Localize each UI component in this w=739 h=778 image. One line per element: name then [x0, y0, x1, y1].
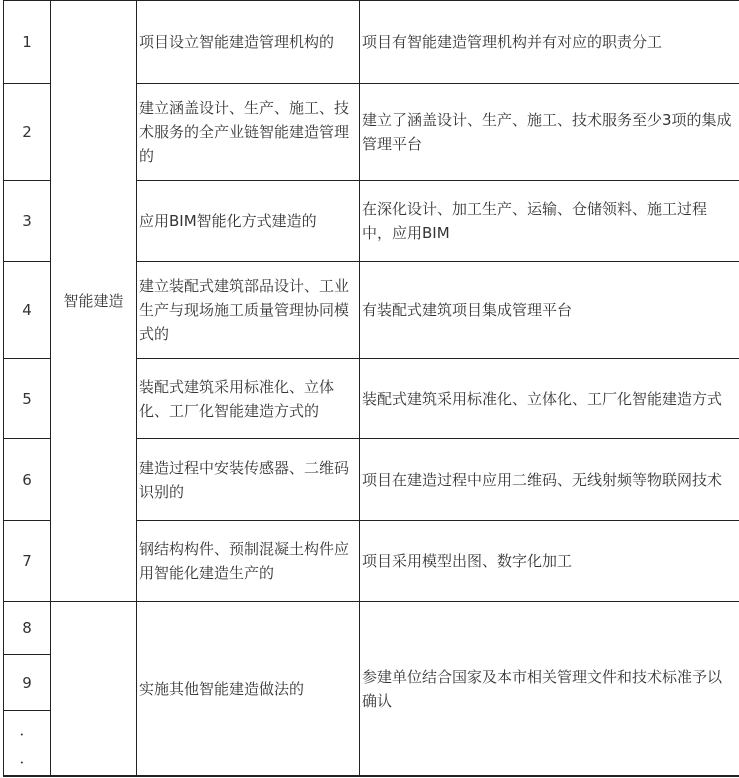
row-number: 4: [4, 262, 51, 359]
item-cell: 装配式建筑采用标准化、立体化、工厂化智能建造方式的: [137, 359, 360, 439]
table-row: [4, 1, 739, 84]
item-cell: 项目设立智能建造管理机构的: [137, 1, 360, 84]
item-cell: 建造过程中安装传感器、二维码识别的: [137, 439, 360, 521]
smart-construction-table: [3, 0, 739, 777]
description-cell: 项目采用模型出图、数字化加工: [360, 521, 739, 602]
row-number: 7: [4, 521, 51, 602]
item-cell: 建立装配式建筑部品设计、工业生产与现场施工质量管理协同模式的: [137, 262, 360, 359]
category-cell: 智能建造: [51, 1, 137, 602]
item-cell: 实施其他智能建造做法的: [137, 602, 360, 777]
row-number: 6: [4, 439, 51, 521]
description-cell: 项目在建造过程中应用二维码、无线射频等物联网技术: [360, 439, 739, 521]
item-cell: 钢结构构件、预制混凝土构件应用智能化建造生产的: [137, 521, 360, 602]
row-number: 5: [4, 359, 51, 439]
table-bottom-border: [3, 775, 739, 776]
category-cell-empty: [51, 602, 137, 777]
row-number: 1: [4, 1, 51, 84]
item-cell: 建立涵盖设计、生产、施工、技术服务的全产业链智能建造管理的: [137, 84, 360, 181]
description-cell: 参建单位结合国家及本市相关管理文件和技术标准予以确认: [360, 602, 739, 777]
row-number: 3: [4, 181, 51, 262]
row-number-ellipsis: [4, 711, 51, 777]
row-number: 8: [4, 602, 51, 655]
description-cell: 有装配式建筑项目集成管理平台: [360, 262, 739, 359]
description-cell: 装配式建筑采用标准化、立体化、工厂化智能建造方式: [360, 359, 739, 439]
description-cell: 建立了涵盖设计、生产、施工、技术服务至少3项的集成管理平台: [360, 84, 739, 181]
row-number: 2: [4, 84, 51, 181]
item-cell: 应用BIM智能化方式建造的: [137, 181, 360, 262]
row-number: 9: [4, 655, 51, 711]
table-row: [4, 602, 739, 655]
description-cell: 在深化设计、加工生产、运输、仓储领料、施工过程中，应用BIM: [360, 181, 739, 262]
description-cell: 项目有智能建造管理机构并有对应的职责分工: [360, 1, 739, 84]
ellipsis-dots: ． ．: [19, 720, 35, 767]
